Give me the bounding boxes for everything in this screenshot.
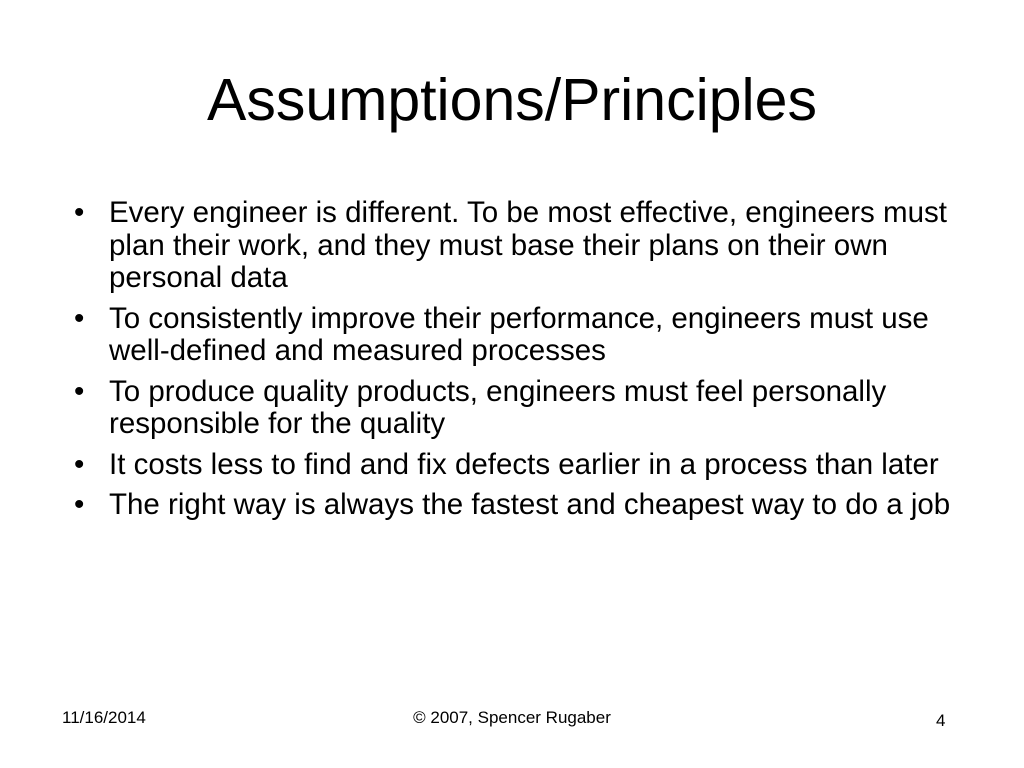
bullet-text: To produce quality products, engineers must feel personally responsible for the quality (109, 374, 887, 440)
bullet-item (74, 197, 974, 295)
footer-copyright: © 2007, Spencer Rugaber (413, 708, 611, 727)
bullet-mark: • (74, 196, 85, 229)
bullet-item (74, 303, 974, 368)
bullet-mark: • (74, 374, 85, 408)
bullet-text: It costs less to find and fix defects earlier in a process than later (109, 447, 939, 481)
bullet-item (74, 449, 974, 482)
bullet-text: To consistently improve their performance, engineers must use well-defined and measured processes (109, 301, 929, 367)
bullet-text: The right way is always the fastest and cheapest way to do a job (109, 488, 951, 521)
bullet-mark: • (74, 301, 85, 335)
bullet-mark: • (74, 488, 85, 521)
bullet-item (74, 376, 974, 441)
bullet-list (74, 197, 974, 530)
bullet-item (74, 489, 974, 522)
bullet-text: Every engineer is different. To be most effective, engineers must plan their work, and they must base their plans on their own personal data (109, 196, 947, 294)
footer-date: 11/16/2014 (62, 708, 146, 727)
bullet-mark: • (74, 447, 85, 481)
page-number: 4 (936, 711, 946, 730)
slide-title: Assumptions/Principles (207, 67, 817, 133)
